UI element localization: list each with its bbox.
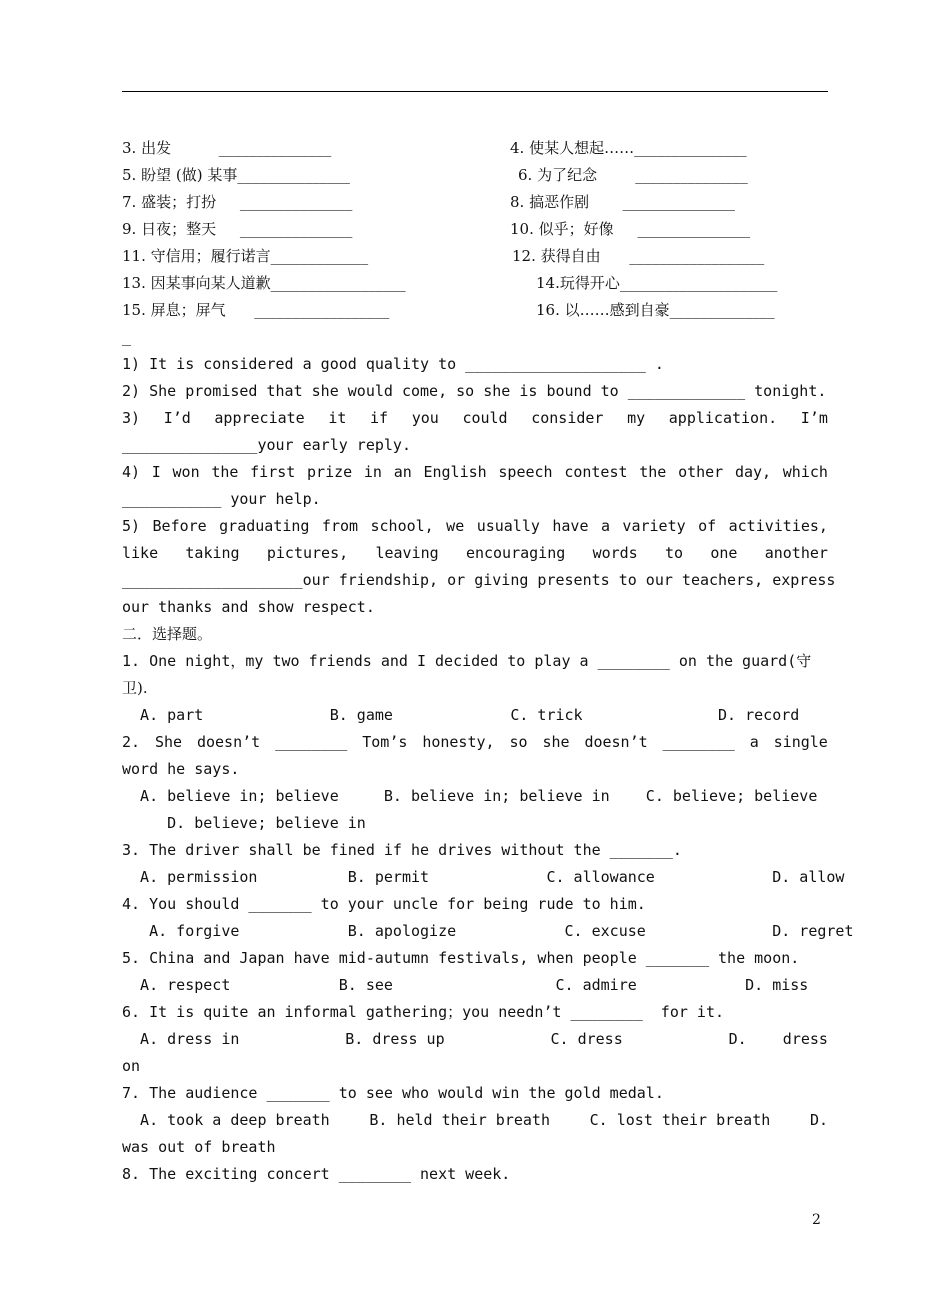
- word: it: [328, 409, 347, 427]
- question: 4. You should _______ to your uncle for being rude to him.: [122, 895, 646, 913]
- word: a: [600, 517, 610, 535]
- vocab-item: 13. 因某事向某人道歉__________________: [122, 274, 406, 292]
- word: ________: [662, 733, 735, 751]
- option: C. dress: [550, 1030, 623, 1048]
- word: leaving: [375, 544, 439, 562]
- question-justified: [122, 732, 828, 752]
- word: 3): [122, 409, 141, 427]
- word: of: [698, 517, 717, 535]
- word: doesn’t: [584, 733, 648, 751]
- word: have: [552, 517, 589, 535]
- options: D. believe; believe in: [122, 814, 366, 832]
- word: other: [678, 463, 724, 481]
- word: which: [782, 463, 828, 481]
- options-justified: [122, 1029, 828, 1049]
- word: 5): [122, 517, 141, 535]
- vocab-item: 10. 似乎；好像 _______________: [510, 220, 750, 238]
- word: could: [462, 409, 508, 427]
- word: pictures,: [266, 544, 349, 562]
- question: 5. China and Japan have mid-autumn festivals, when people _______ the moon.: [122, 949, 800, 967]
- word: contest: [564, 463, 628, 481]
- word: to: [665, 544, 684, 562]
- word: usually: [476, 517, 540, 535]
- fill-item-justified: [122, 543, 828, 563]
- vocab-item: 7. 盛装；打扮 _______________: [122, 193, 353, 211]
- fill-item-justified: [122, 408, 828, 428]
- header-rule: [122, 91, 828, 92]
- option: B. dress up: [345, 1030, 445, 1048]
- word: prize: [307, 463, 353, 481]
- options: A. respect B. see C. admire D. miss: [122, 976, 809, 994]
- word: like: [122, 544, 159, 562]
- word: graduating: [219, 517, 310, 535]
- fill-item: our thanks and show respect.: [122, 598, 375, 616]
- option: A. took a deep breath: [122, 1111, 330, 1129]
- vocab-item: 3. 出发 _______________: [122, 139, 332, 157]
- options: on: [122, 1057, 141, 1075]
- question-cont: 卫).: [122, 679, 148, 697]
- word: She: [154, 733, 183, 751]
- word: day,: [734, 463, 772, 481]
- word: I’d: [163, 409, 191, 427]
- fill-item: 2) She promised that she would come, so she is bound to _____________ tonight.: [122, 382, 827, 400]
- options-justified: [122, 1110, 828, 1130]
- fill-item-justified: [122, 516, 828, 536]
- options: A. permission B. permit C. allowance D. allow: [122, 868, 845, 886]
- word: taking: [185, 544, 240, 562]
- word: my: [627, 409, 646, 427]
- word: from: [321, 517, 359, 535]
- word: we: [446, 517, 465, 535]
- vocab-overflow: _: [122, 328, 132, 346]
- word: she: [542, 733, 570, 751]
- vocab-item: 8. 搞恶作剧 _______________: [510, 193, 735, 211]
- vocab-item: 9. 日夜；整天 _______________: [122, 220, 353, 238]
- option: D.: [809, 1111, 828, 1129]
- word: so: [509, 733, 528, 751]
- vocab-item: 15. 屏息；屏气 __________________: [122, 301, 390, 319]
- options: A. forgive B. apologize C. excuse D. regret: [122, 922, 854, 940]
- word: activities,: [728, 517, 828, 535]
- word: the: [639, 463, 667, 481]
- word: consider: [531, 409, 604, 427]
- options: A. part B. game C. trick D. record: [122, 706, 800, 724]
- question: 6. It is quite an informal gathering；you needn’t ________ for it.: [122, 1003, 724, 1021]
- fill-item: 1) It is considered a good quality to ____________________ .: [122, 355, 664, 373]
- question: 8. The exciting concert ________ next week.: [122, 1165, 511, 1183]
- word: won: [172, 463, 200, 481]
- fill-item: _______________your early reply.: [122, 436, 411, 454]
- fill-item: ____________________our friendship, or giving presents to our teachers, express: [122, 571, 836, 589]
- word: I’m: [800, 409, 828, 427]
- vocab-item: 4. 使某人想起……_______________: [510, 139, 747, 157]
- option: C. lost their breath: [589, 1111, 771, 1129]
- vocab-item: 16. 以……感到自豪______________: [536, 301, 775, 319]
- option: D. dress: [728, 1030, 828, 1048]
- vocab-item: 6. 为了纪念 _______________: [518, 166, 748, 184]
- options: A. believe in; believe B. believe in; believe in C. believe; believe: [122, 787, 818, 805]
- question: 3. The driver shall be fined if he drives without the _______.: [122, 841, 682, 859]
- page-number: 2: [812, 1212, 821, 1228]
- option: A. dress in: [122, 1030, 240, 1048]
- question: 1. One night，my two friends and I decided to play a ________ on the guard(守: [122, 652, 812, 670]
- word: first: [250, 463, 296, 481]
- word: I: [151, 463, 161, 481]
- fill-item: ___________ your help.: [122, 490, 321, 508]
- word: you: [411, 409, 439, 427]
- vocab-item: 12. 获得自由 __________________: [512, 247, 765, 265]
- word: ________: [275, 733, 348, 751]
- word: English: [423, 463, 487, 481]
- word: one: [710, 544, 738, 562]
- word: 2.: [122, 733, 141, 751]
- question-cont: word he says.: [122, 760, 240, 778]
- word: appreciate: [214, 409, 305, 427]
- word: doesn’t: [196, 733, 261, 751]
- word: school,: [370, 517, 434, 535]
- section-heading: 二．选择题。: [122, 625, 213, 643]
- vocab-item: 5. 盼望 (做) 某事_______________: [122, 166, 350, 184]
- word: Tom’s: [362, 733, 408, 751]
- word: speech: [498, 463, 553, 481]
- fill-item-justified: [122, 462, 828, 482]
- word: single: [773, 733, 828, 751]
- word: an: [393, 463, 412, 481]
- word: words: [592, 544, 638, 562]
- word: in: [363, 463, 382, 481]
- word: application.: [668, 409, 778, 427]
- vocab-item: 14.玩得开心_____________________: [536, 274, 778, 292]
- word: a: [749, 733, 759, 751]
- word: the: [211, 463, 239, 481]
- word: another: [764, 544, 828, 562]
- option: B. held their breath: [369, 1111, 550, 1129]
- vocab-item: 11. 守信用；履行诺言_____________: [122, 247, 369, 265]
- question: 7. The audience _______ to see who would win the gold medal.: [122, 1084, 664, 1102]
- word: Before: [152, 517, 207, 535]
- word: encouraging: [465, 544, 566, 562]
- word: 4): [122, 463, 141, 481]
- word: if: [370, 409, 389, 427]
- options: was out of breath: [122, 1138, 276, 1156]
- word: variety: [622, 517, 686, 535]
- word: honesty,: [422, 733, 495, 751]
